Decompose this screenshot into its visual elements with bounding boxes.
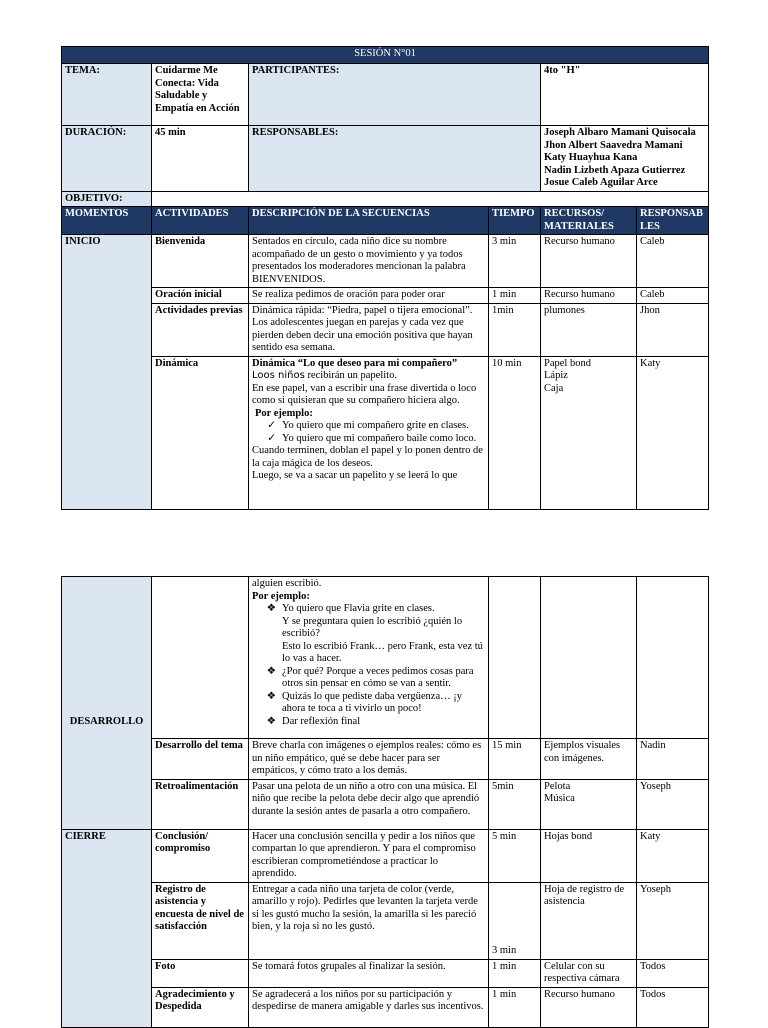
resource-item: Caja: [544, 382, 564, 394]
activity-name: Bienvenida: [152, 235, 249, 288]
activity-time: 15 min: [489, 739, 541, 780]
activity-time: 10 min: [489, 356, 541, 509]
resource-item: Papel bond: [544, 357, 591, 369]
activity-name: Conclusión/ compromiso: [152, 829, 249, 882]
responsable-name: Joseph Albaro Mamani Quisocala: [544, 127, 696, 138]
tema-value: Cuidarme Me Conecta: Vida Saludable y Empatía en Acción: [152, 64, 249, 126]
activity-resources: Hojas bond: [541, 829, 637, 882]
activity-responsible: Katy: [637, 829, 709, 882]
example-continuation: Y se preguntara quien lo escribió ¿quién lo escribió?: [282, 615, 463, 639]
activity-description-continued: [249, 577, 489, 739]
activity-responsible: Nadin: [637, 739, 709, 780]
example-text: Quizás lo que pediste daba vergüenza… ¡y ahora te toca a ti vivirlo un poco!: [282, 690, 462, 714]
activity-time: 1 min: [489, 959, 541, 987]
por-ejemplo-label: Por ejemplo:: [255, 407, 313, 419]
activity-resources: Recurso humano: [541, 288, 637, 304]
activity-name: Oración inicial: [152, 288, 249, 304]
example-text: Dar reflexión final: [282, 715, 361, 727]
activity-responsible: Todos: [637, 959, 709, 987]
duracion-value: 45 min: [152, 126, 249, 192]
activity-name: Foto: [152, 959, 249, 987]
example-item: [252, 603, 485, 616]
activity-description: Se realiza pedimos de oración para poder orar: [249, 288, 489, 304]
description-paragraph: alguien escribió.: [252, 578, 322, 589]
objetivo-value: [152, 191, 709, 207]
description-line: [252, 370, 485, 383]
resource-item: Música: [544, 793, 575, 804]
header-responsables: RESPONSABLES: [637, 207, 709, 235]
header-recursos: RECURSOS/ MATERIALES: [541, 207, 637, 235]
activity-time: 5min: [489, 779, 541, 829]
example-item: [252, 691, 485, 716]
session-table-page2: [61, 576, 709, 1028]
activity-responsible: Caleb: [637, 235, 709, 288]
activity-resources: Celular con su respectiva cámara: [541, 959, 637, 987]
duracion-label: DURACIÓN:: [62, 126, 152, 192]
activity-resources: Ejemplos visuales con imágenes.: [541, 739, 637, 780]
activity-name: [152, 577, 249, 739]
activity-description: Hacer una conclusión sencilla y pedir a los niños que compartan lo que aprendieron. Y para el compromiso escribieran comprometiéndose a practicar lo aprendido.: [249, 829, 489, 882]
checklist-item: [252, 420, 485, 433]
por-ejemplo-label: Por ejemplo:: [252, 590, 310, 602]
description-paragraph: Cuando terminen, doblan el papel y lo ponen dentro de la caja mágica de los deseos.: [252, 445, 483, 469]
diamond-bullet-icon: ❖: [266, 715, 276, 727]
responsables-list: [541, 126, 709, 192]
cierre-label: CIERRE: [62, 829, 152, 1027]
activity-description: Sentados en círculo, cada niño dice su nombre acompañado de un gesto o movimiento y ya todos presentados los moderadores mencionan la palabra BIENVENIDOS.: [249, 235, 489, 288]
example-text: Yo quiero que Flavia grite en clases.: [282, 603, 435, 614]
header-tiempo: TIEMPO: [489, 207, 541, 235]
description-span: Loos niños: [252, 370, 305, 381]
activity-description: Se tomará fotos grupales al finalizar la sesión.: [249, 959, 489, 987]
description-paragraph: En ese papel, van a escribir una frase divertida o loco como si quisieran que su compañero hiciera algo.: [252, 382, 477, 406]
example-item: [252, 666, 485, 691]
activity-description: Dinámica rápida: “Piedra, papel o tijera emocional”. Los adolescentes juegan en parejas y cada vez que pierden deben decir una emoción positiva que hayan sentido esa semana.: [249, 303, 489, 356]
activity-resources: Hoja de registro de asistencia: [541, 882, 637, 959]
activity-name: Agradecimiento y Despedida: [152, 987, 249, 1027]
checklist-item: [252, 433, 485, 446]
objetivo-label: OBJETIVO:: [62, 191, 152, 207]
check-icon: ✓: [267, 432, 276, 444]
activity-description: Entregar a cada niño una tarjeta de color (verde, amarillo y rojo). Pedirles que levanten la tarjeta verde si les gustó mucho la sesión, la amarilla si les pareció bien, y la roja si no les gustó.: [249, 882, 489, 959]
header-momentos: MOMENTOS: [62, 207, 152, 235]
activity-responsible: Yoseph: [637, 882, 709, 959]
activity-resources: Recurso humano: [541, 235, 637, 288]
tema-label: TEMA:: [62, 64, 152, 126]
session-table-page1: [61, 46, 709, 510]
example-continuation: Esto lo escribió Frank… pero Frank, esta vez tú lo vas a hacer.: [282, 640, 483, 664]
activity-time: 3 min: [489, 235, 541, 288]
activity-resources: [541, 356, 637, 509]
activity-time: 1 min: [489, 987, 541, 1027]
activity-description: Pasar una pelota de un niño a otro con una música. El niño que recibe la pelota debe decir algo que aprendió durante la sesión antes de pasarla a otro compañero.: [249, 779, 489, 829]
resource-item: Lápiz: [544, 370, 568, 381]
checklist-text: Yo quiero que mi compañero grite en clases.: [282, 420, 469, 431]
diamond-bullet-icon: ❖: [266, 665, 276, 677]
activity-responsible: Todos: [637, 987, 709, 1027]
activity-responsible: [637, 577, 709, 739]
activity-time: 3 min: [489, 882, 541, 959]
responsable-name: Jhon Albert Saavedra Mamani: [544, 139, 683, 151]
participantes-value: 4to "H": [541, 64, 709, 126]
activity-description: Breve charla con imágenes o ejemplos reales: cómo es un niño empático, qué se debe hacer para ser empáticos, y cómo trato a los demás.: [249, 739, 489, 780]
check-icon: ✓: [267, 420, 276, 431]
header-actividades: ACTIVIDADES: [152, 207, 249, 235]
description-span: recibirán un papelito.: [304, 370, 397, 381]
activity-name: Registro de asistencia y encuesta de nivel de satisfacción: [152, 882, 249, 959]
activity-time: 1 min: [489, 288, 541, 304]
activity-resources: Recurso humano: [541, 987, 637, 1027]
activity-name: Actividades previas: [152, 303, 249, 356]
activity-resources: [541, 779, 637, 829]
activity-resources: plumones: [541, 303, 637, 356]
responsable-name: Josue Caleb Aguilar Arce: [544, 177, 658, 188]
activity-responsible: Jhon: [637, 303, 709, 356]
session-title: SESIÓN N°01: [62, 47, 709, 64]
activity-name: Desarrollo del tema: [152, 739, 249, 780]
diamond-bullet-icon: ❖: [266, 603, 276, 614]
activity-time: 5 min: [489, 829, 541, 882]
activity-responsible: Yoseph: [637, 779, 709, 829]
checklist-text: Yo quiero que mi compañero baile como loco.: [282, 432, 477, 444]
activity-time: [489, 577, 541, 739]
participantes-label: PARTICIPANTES:: [249, 64, 541, 126]
activity-description: Se agradecerá a los niños por su participación y despedirse de manera amigable y darles sus incentivos.: [249, 987, 489, 1027]
example-item: [252, 716, 485, 729]
activity-description: [249, 356, 489, 509]
description-paragraph: Luego, se va a sacar un papelito y se leerá lo que: [252, 470, 458, 481]
resource-item: Pelota: [544, 780, 571, 792]
activity-time: 1min: [489, 303, 541, 356]
activity-resources: [541, 577, 637, 739]
example-text: ¿Por qué? Porque a veces pedimos cosas para otros sin pensar en cómo se van a sentir.: [282, 665, 474, 689]
activity-name: Dinámica: [152, 356, 249, 509]
dinamica-title: Dinámica “Lo que deseo para mi compañero”: [252, 357, 458, 369]
header-descripcion: DESCRIPCIÓN DE LA SECUENCIAS: [249, 207, 489, 235]
desarrollo-label: DESARROLLO: [62, 577, 152, 830]
activity-responsible: Katy: [637, 356, 709, 509]
diamond-bullet-icon: ❖: [266, 690, 276, 702]
activity-responsible: Caleb: [637, 288, 709, 304]
activity-name: Retroalimentación: [152, 779, 249, 829]
responsable-name: Nadin Lizbeth Apaza Gutierrez: [544, 164, 686, 176]
responsables-label: RESPONSABLES:: [249, 126, 541, 192]
inicio-label: INICIO: [62, 235, 152, 510]
responsable-name: Katy Huayhua Kana: [544, 152, 638, 163]
